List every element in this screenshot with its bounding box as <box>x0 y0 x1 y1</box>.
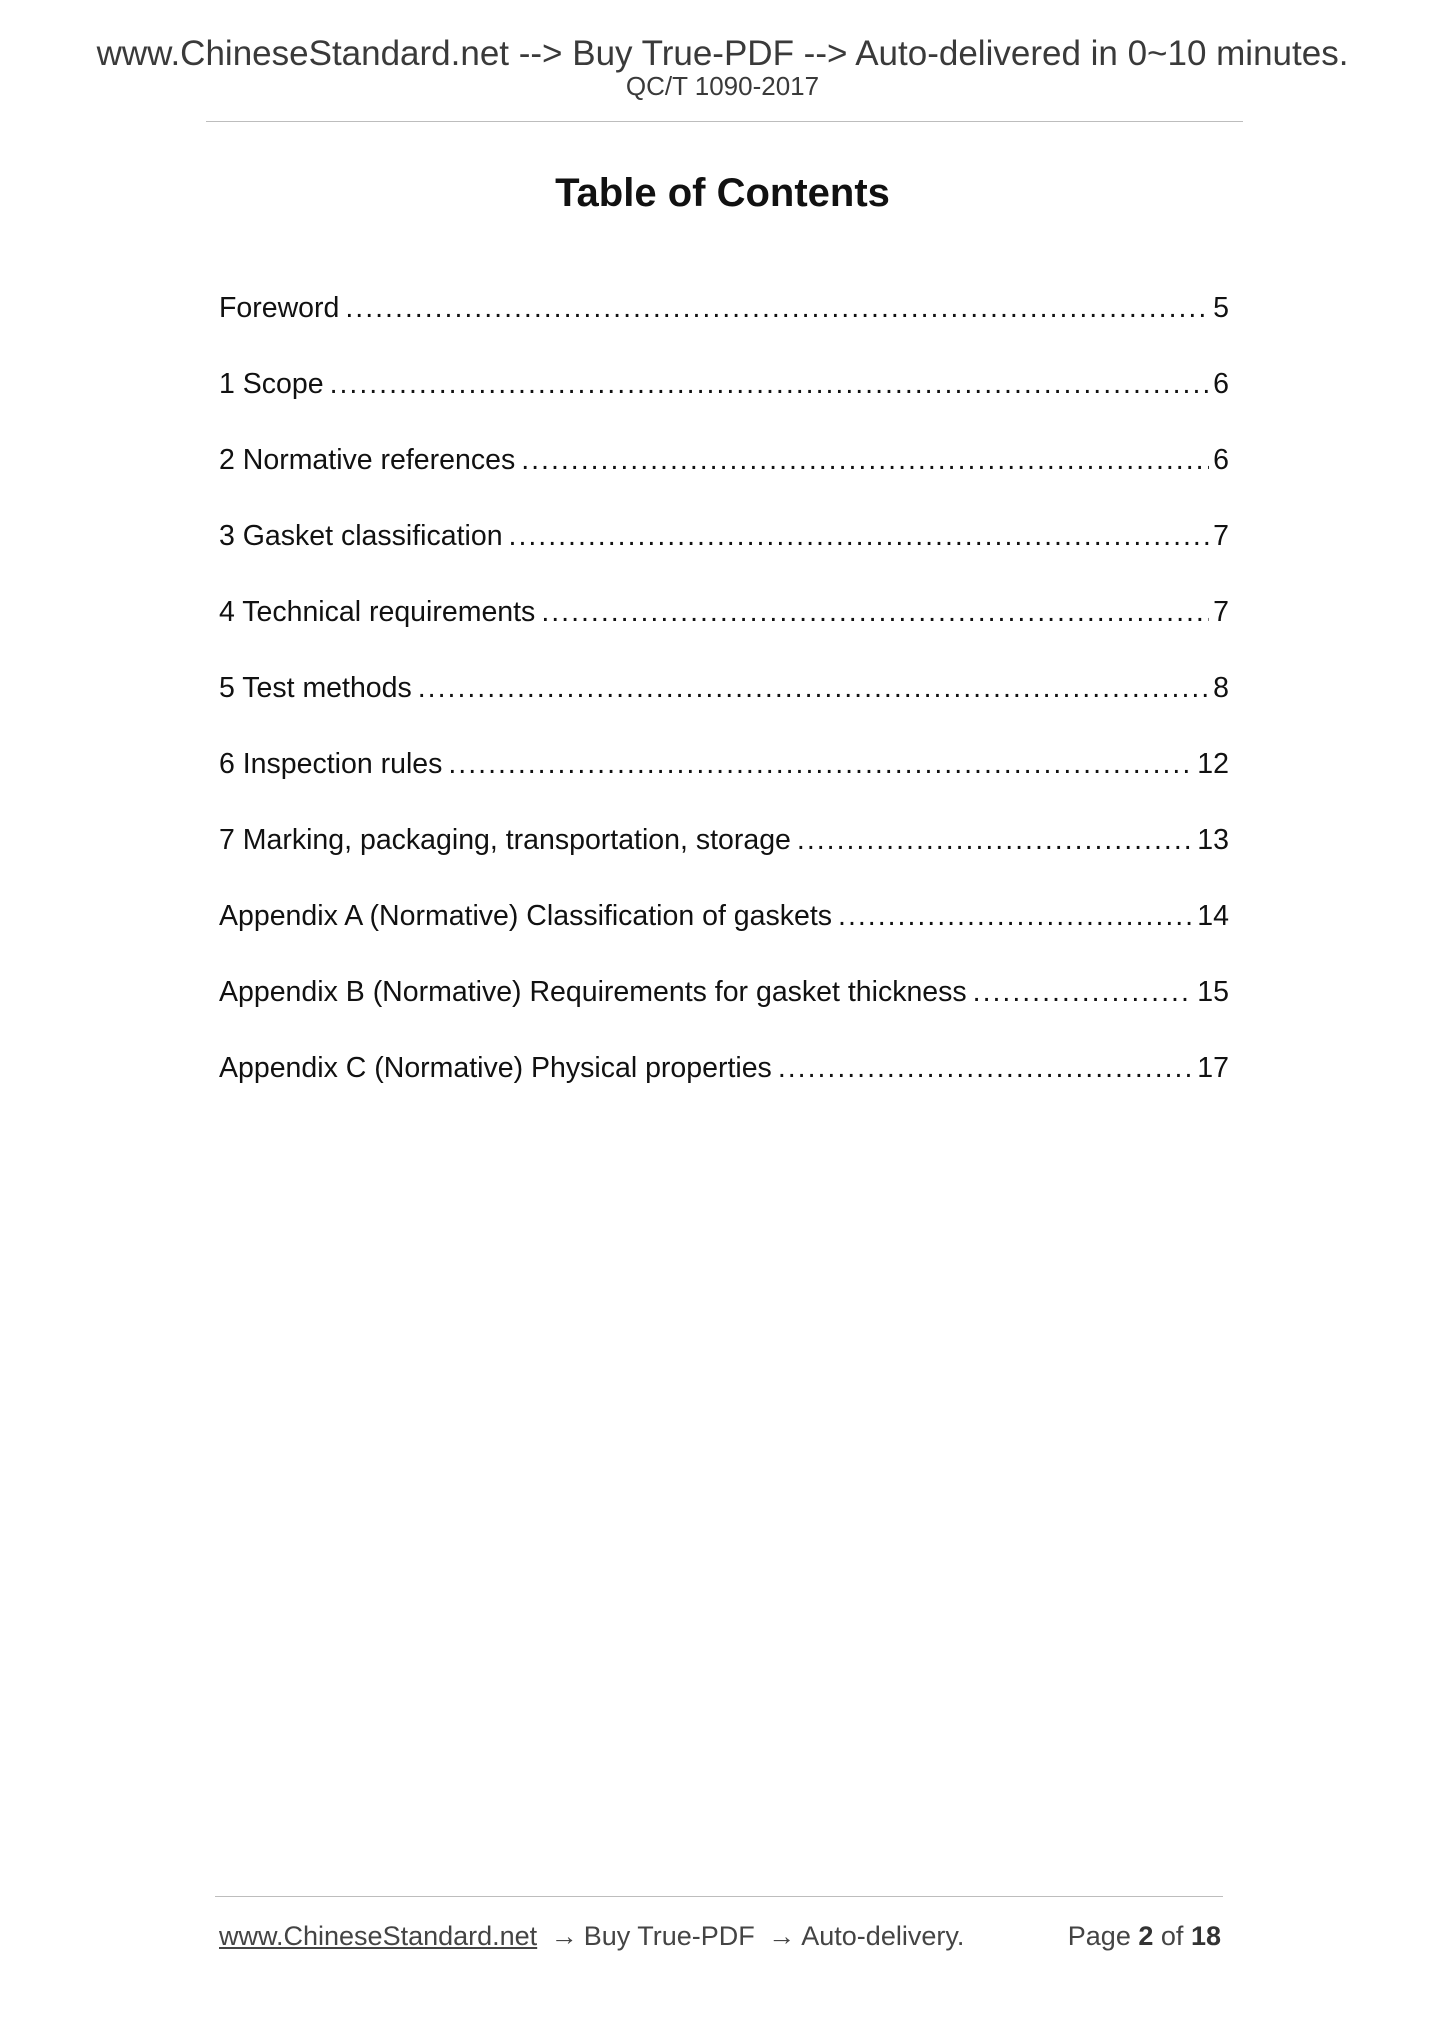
footer-promo <box>219 1916 964 1956</box>
toc-entry-label: Appendix A (Normative) Classification of gaskets <box>219 900 833 932</box>
toc-entry-label: 3 Gasket classification <box>219 520 503 552</box>
page-total: 18 <box>1190 1921 1221 1951</box>
toc-entry-page: 17 <box>1197 1052 1229 1084</box>
header-divider <box>206 121 1243 122</box>
toc-entry-appendix-c[interactable] <box>219 1050 1229 1126</box>
toc-entry-appendix-a[interactable] <box>219 898 1229 974</box>
toc-entry-label: 7 Marking, packaging, transportation, storage <box>219 824 791 856</box>
toc-entry-gasket-classification[interactable] <box>219 518 1229 594</box>
toc-dot-leader <box>509 518 1210 554</box>
toc-entry-scope[interactable] <box>219 366 1229 442</box>
toc-entry-page: 15 <box>1197 976 1229 1008</box>
toc-entry-page: 7 <box>1213 596 1229 628</box>
toc-dot-leader <box>973 974 1194 1010</box>
toc-dot-leader <box>330 366 1210 402</box>
toc-entry-technical-requirements[interactable] <box>219 594 1229 670</box>
toc-dot-leader <box>345 290 1209 326</box>
toc-dot-leader <box>838 898 1193 934</box>
page-footer <box>219 1916 1229 1956</box>
toc-entry-page: 6 <box>1213 444 1229 476</box>
toc-dot-leader <box>778 1050 1193 1086</box>
footer-divider <box>215 1896 1223 1897</box>
toc-entry-label: Foreword <box>219 292 340 324</box>
toc-entry-page: 14 <box>1197 900 1229 932</box>
document-code: QC/T 1090-2017 <box>625 71 820 101</box>
toc-entry-page: 5 <box>1213 292 1229 324</box>
toc-dot-leader <box>418 670 1209 706</box>
toc-entry-page: 12 <box>1197 748 1229 780</box>
toc-entry-label: 4 Technical requirements <box>219 596 536 628</box>
footer-delivery-text: Auto-delivery. <box>801 1921 965 1951</box>
toc-list <box>219 290 1229 1126</box>
toc-dot-leader <box>448 746 1193 782</box>
toc-dot-leader <box>797 822 1193 858</box>
toc-entry-inspection-rules[interactable] <box>219 746 1229 822</box>
toc-entry-label: Appendix B (Normative) Requirements for gasket thickness <box>219 976 967 1008</box>
page-of-label: of <box>1160 1921 1184 1951</box>
toc-entry-label: Appendix C (Normative) Physical properties <box>219 1052 772 1084</box>
toc-dot-leader <box>521 442 1209 478</box>
toc-entry-page: 8 <box>1213 672 1229 704</box>
toc-entry-label: 5 Test methods <box>219 672 412 704</box>
page-indicator <box>1068 1916 1221 1956</box>
toc-entry-page: 13 <box>1197 824 1229 856</box>
toc-entry-page: 7 <box>1213 520 1229 552</box>
toc-entry-appendix-b[interactable] <box>219 974 1229 1050</box>
header-banner: www.ChineseStandard.net --> Buy True-PDF --> Auto-delivered in 0~10 minutes. <box>96 34 1349 73</box>
toc-entry-test-methods[interactable] <box>219 670 1229 746</box>
toc-entry-label: 2 Normative references <box>219 444 516 476</box>
toc-entry-marking-packaging[interactable] <box>219 822 1229 898</box>
toc-title: Table of Contents <box>555 171 890 215</box>
toc-entry-label: 6 Inspection rules <box>219 748 443 780</box>
page-number: 2 <box>1138 1921 1154 1951</box>
toc-entry-label: 1 Scope <box>219 368 324 400</box>
toc-entry-normative-references[interactable] <box>219 442 1229 518</box>
toc-dot-leader <box>541 594 1209 630</box>
page-label: Page <box>1067 1921 1131 1951</box>
footer-buy-text: Buy True-PDF <box>583 1921 755 1951</box>
toc-entry-foreword[interactable] <box>219 290 1229 366</box>
arrow-right-icon: → <box>768 1921 796 1951</box>
toc-entry-page: 6 <box>1213 368 1229 400</box>
footer-site-link[interactable]: www.ChineseStandard.net <box>219 1921 538 1951</box>
arrow-right-icon: → <box>550 1921 578 1951</box>
